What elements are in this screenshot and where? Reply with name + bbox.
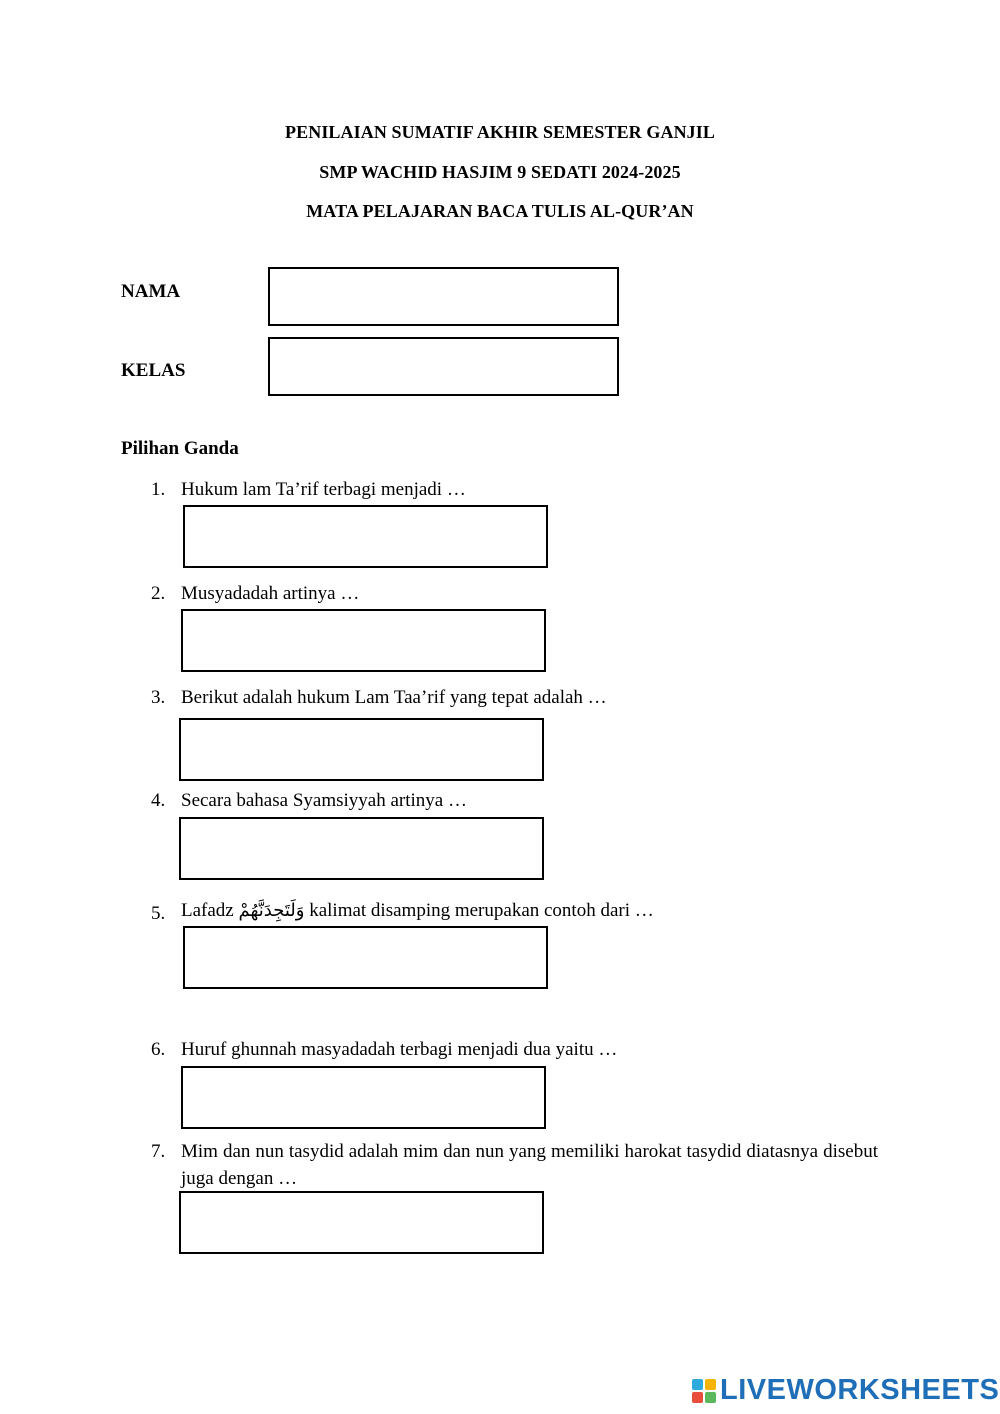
answer-input-7[interactable] (179, 1191, 544, 1254)
question-number: 3. (151, 687, 166, 708)
logo-square (705, 1379, 716, 1390)
section-title: Pilihan Ganda (121, 438, 239, 459)
logo-square (692, 1379, 703, 1390)
question-text: Secara bahasa Syamsiyyah artinya … (181, 790, 467, 811)
answer-input-1[interactable] (183, 505, 548, 568)
question-number: 1. (151, 479, 166, 500)
question-text: Musyadadah artinya … (181, 583, 360, 604)
answer-input-5[interactable] (183, 926, 548, 989)
name-label: NAMA (121, 281, 181, 302)
answer-input-3[interactable] (179, 718, 544, 781)
arabic-phrase: وَلَتَجِدَنَّهُمْ (238, 900, 305, 921)
question-text: Huruf ghunnah masyadadah terbagi menjadi dua yaitu … (181, 1039, 618, 1060)
school-title: SMP WACHID HASJIM 9 SEDATI 2024-2025 (319, 162, 681, 182)
question-number: 7. (151, 1141, 166, 1162)
answer-input-6[interactable] (181, 1066, 546, 1129)
question-text: Berikut adalah hukum Lam Taa’rif yang tepat adalah … (181, 687, 607, 708)
question-text: Mim dan nun tasydid adalah mim dan nun yang memiliki harokat tasydid diatasnya disebut juga dengan … (181, 1141, 878, 1189)
question-text: Hukum lam Ta’rif terbagi menjadi … (181, 479, 466, 500)
exam-title: PENILAIAN SUMATIF AKHIR SEMESTER GANJIL (285, 122, 715, 142)
question-number: 5. (151, 903, 166, 924)
question-text (181, 900, 654, 922)
question-number: 4. (151, 790, 166, 811)
question-number: 6. (151, 1039, 166, 1060)
liveworksheets-logo (692, 1374, 999, 1407)
logo-square (692, 1392, 703, 1403)
answer-input-2[interactable] (181, 609, 546, 672)
logo-text: LIVEWORKSHEETS (720, 1374, 1000, 1406)
question-text-after: kalimat disamping merupakan contoh dari … (309, 900, 654, 921)
name-input[interactable] (268, 267, 619, 326)
subject-title: MATA PELAJARAN BACA TULIS AL-QUR’AN (306, 201, 694, 221)
logo-square (705, 1392, 716, 1403)
class-label: KELAS (121, 360, 186, 381)
question-text-before: Lafadz (181, 900, 234, 921)
question-number: 2. (151, 583, 166, 604)
class-input[interactable] (268, 337, 619, 396)
answer-input-4[interactable] (179, 817, 544, 880)
logo-grid-icon (692, 1379, 716, 1403)
